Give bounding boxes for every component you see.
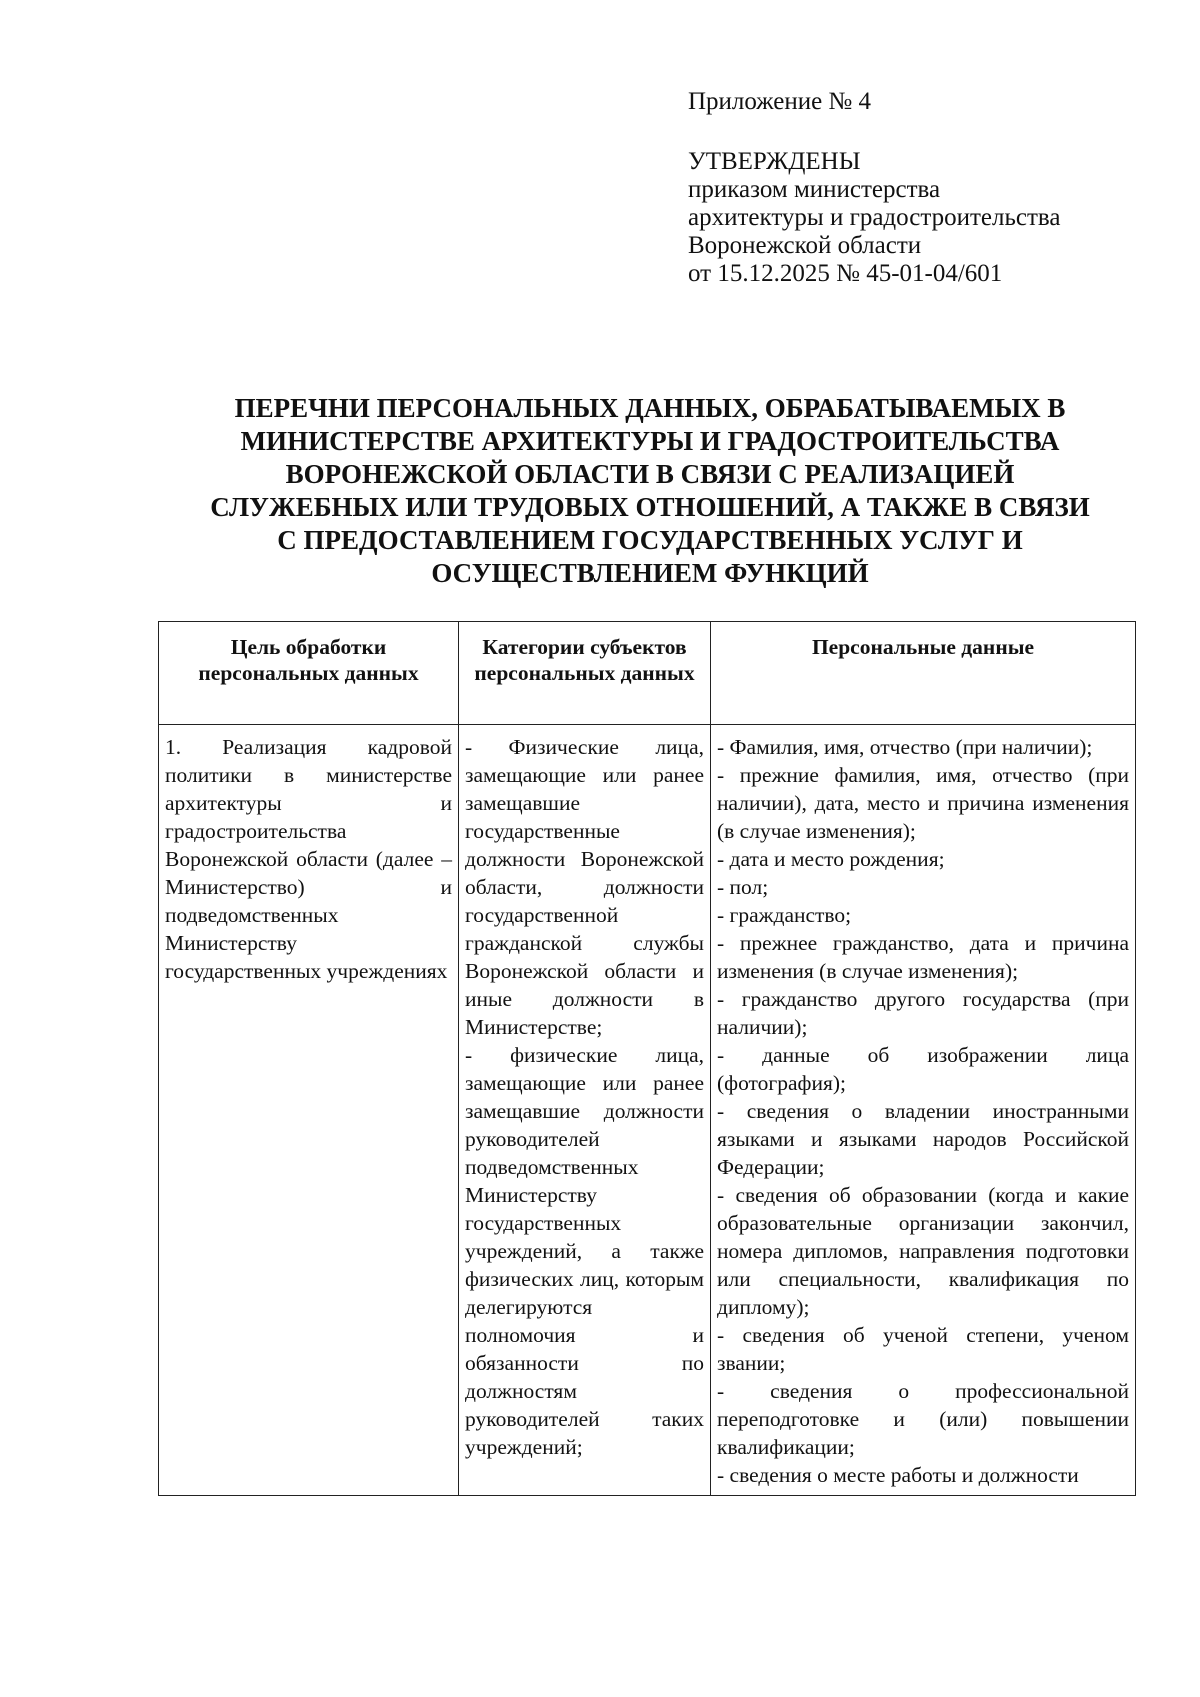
category-item: - Физические лица, замещающие или ранее замещавшие государственные должности Воронежской области, должности государственной гражданской службы Воронежской области и иные должности в Министерстве; <box>465 735 704 1039</box>
category-item: - физические лица, замещающие или ранее замещавшие должности руководителей подведомственных Министерству государственных учреждений, а также физических лиц, которым делегируются полномочия и обязанности по должностям руководителей таких учреждений; <box>465 1043 704 1459</box>
purpose-cell: 1. Реализация кадровой политики в министерстве архитектуры и градостроительства Воронежской области (далее – Министерство) и подведомственных Министерству государственных учреждениях <box>159 725 459 1496</box>
data-item: - сведения об ученой степени, ученом звании; <box>717 1323 1129 1375</box>
approval-block <box>688 88 1060 288</box>
title-line: ОСУЩЕСТВЛЕНИЕМ ФУНКЦИЙ <box>431 558 869 588</box>
data-item: - прежние фамилия, имя, отчество (при наличии), дата, место и причина изменения (в случае изменения); <box>717 763 1129 843</box>
header-purpose: Цель обработки персональных данных <box>159 622 459 725</box>
personal-data-table <box>158 621 1136 1496</box>
data-item: - сведения о владении иностранными языками и языками народов Российской Федерации; <box>717 1099 1129 1179</box>
categories-cell <box>459 725 711 1496</box>
approved-line: Воронежской области <box>688 232 922 259</box>
title-line: СЛУЖЕБНЫХ ИЛИ ТРУДОВЫХ ОТНОШЕНИЙ, А ТАКЖЕ В СВЯЗИ <box>210 492 1090 522</box>
data-item: - Фамилия, имя, отчество (при наличии); <box>717 735 1093 759</box>
title-line: ВОРОНЕЖСКОЙ ОБЛАСТИ В СВЯЗИ С РЕАЛИЗАЦИЕЙ <box>285 459 1015 489</box>
approved-label: УТВЕРЖДЕНЫ <box>688 148 861 175</box>
title-line: ПЕРЕЧНИ ПЕРСОНАЛЬНЫХ ДАННЫХ, ОБРАБАТЫВАЕМЫХ В <box>234 393 1066 423</box>
data-item: - гражданство другого государства (при наличии); <box>717 987 1129 1039</box>
personal-data-cell <box>711 725 1136 1496</box>
table-header-row <box>159 622 1136 725</box>
title-line: МИНИСТЕРСТВЕ АРХИТЕКТУРЫ И ГРАДОСТРОИТЕЛЬСТВА <box>240 426 1060 456</box>
data-item: - гражданство; <box>717 903 852 927</box>
approval-date-number: от 15.12.2025 № 45-01-04/601 <box>688 260 1003 287</box>
data-item: - сведения об образовании (когда и какие образовательные организации закончил, номера дипломов, направления подготовки или специальности, квалификация по диплому); <box>717 1183 1129 1319</box>
table-row <box>159 725 1136 1496</box>
approved-line: архитектуры и градостроительства <box>688 204 1061 231</box>
data-item: - сведения о месте работы и должности <box>717 1463 1079 1487</box>
data-item: - дата и место рождения; <box>717 847 945 871</box>
document-title <box>150 392 1150 590</box>
data-item: - прежнее гражданство, дата и причина изменения (в случае изменения); <box>717 931 1129 983</box>
annex-number: Приложение № 4 <box>688 88 872 115</box>
approved-line: приказом министерства <box>688 176 941 203</box>
header-personal-data: Персональные данные <box>711 622 1136 725</box>
data-item: - сведения о профессиональной переподготовке и (или) повышении квалификации; <box>717 1379 1129 1459</box>
header-categories: Категории субъектов персональных данных <box>459 622 711 725</box>
data-item: - данные об изображении лица (фотография); <box>717 1043 1129 1095</box>
data-item: - пол; <box>717 875 769 899</box>
title-line: С ПРЕДОСТАВЛЕНИЕМ ГОСУДАРСТВЕННЫХ УСЛУГ И <box>277 525 1023 555</box>
